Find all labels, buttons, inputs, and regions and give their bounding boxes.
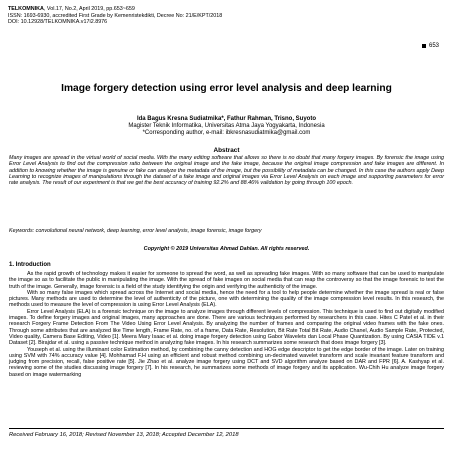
page-number-block (422, 43, 439, 49)
page-number: 653 (428, 43, 439, 49)
keywords: Keywords: convolutional neural network, deep learning, error level analysis, image forensic, image forgery (9, 228, 262, 234)
paper-title: Image forgery detection using error level analysis and deep learning (61, 83, 392, 94)
abstract-heading: Abstract (213, 147, 240, 154)
journal-citation-line (8, 6, 222, 13)
received-dates: Received February 16, 2018; Revised November 13, 2018; Accepted December 12, 2018 (9, 432, 239, 438)
copyright-notice: Copyright © 2019 Universitas Ahmad Dahlan. All rights reserved. (143, 246, 310, 252)
author-email: *Corresponding author, e-mail: ibkresnasudiatmika@gmail.com (142, 130, 311, 136)
footer-divider (9, 428, 444, 429)
author-affiliation: Magister Teknik Informatika, Universitas Atma Jaya Yogyakarta, Indonesia (128, 123, 325, 129)
journal-name: TELKOMNIKA (8, 6, 44, 12)
abstract-text: Many images are spread in the virtual world of social media. With the many editing software that allows so there is no doubt that many forgery images. By forensic the image using Error Level Analysis to find out the compression ratio between the original image and the fake image, because the original image compression and fake images are different. In addition to knowing whether the image is genuine or fake can analyze the metadata of the image, but the possibility of metadata can be changed. In this case the authors apply Deep Learning to recognize images of manipulations through the dataset of a fake image and original images via Error Level Analysis on each image and supporting parameters for error rate analysis. The result of our experiment is that we get the best accuracy of training 92.2% and 88.46% validation by going through 100 epoch. (9, 155, 444, 187)
author-block (30, 116, 423, 137)
square-bullet-icon (422, 44, 426, 48)
journal-citation: , Vol.17, No.2, April 2019, pp.653~659 (43, 6, 135, 12)
introduction-body (9, 271, 444, 378)
paragraph: With so many false images which spread across the Internet and social media, hence the need for a tool to help people determine whether the image spread is real or false pictures. Many methods are used to determine the level of authenticity of the picture, one with determining the quality of the image compression level results. In this research, the methods used to measure the level of compression is using Error Level Analysis (ELA). (9, 289, 444, 309)
section-heading-introduction: 1. Introduction (9, 262, 51, 268)
paragraph: As the rapid growth of technology makes it easier for someone to spread the word, as well as spreading fake images. With so many software that can be used to manipulate the image so as to facilitate the public in manipulating the image. With the spread of fake images on social media that can reap the controversy so that the image forensic to test the truth of the image. Generally, image forensic is a field of the study identifying the origin and verifying the authenticity of the image. (9, 271, 444, 290)
paragraph: Error Level Analysis (ELA) is a forensic technique on the image to analyze images through different levels of compression. This technique is used to find out digitally modified images. To define forgery images and original images, many approaches are done. There are various techniques performed by researchers in this case. Hites C Patel et al. in their research Forgery Frame Detection From The Video Using Error Level Analysis. By analyzing the number of frames and comparing the original video frames with the fake ones. Through some attributes that are analyzed like Time length, Frame Rate, no. of a frame, Data Rate, Resolution, Bit Rate Total Bit Rate, Audio Chanel, Audio Sample Rate, Protected, Video quality, Camera Base Editing, Video [1]. Meera Mary Isaac et al. doing image forgery detection using Gabor Wavelets dan Local Phase Quantization. By using CASIA TIDE v.1 Dataset [2]. Birajdar et al. using a passive technique method in analyzing fake images. In his research summarizes some research that does image forgery [3]. (9, 308, 444, 347)
journal-header (8, 6, 222, 26)
paragraph: Youseph et al. using the illuminant color Estimation method, by combining the canny detection and HOG edge descriptor to get the edge border of the image. Later on training using SVM with 74% accuracy value [4]. Mohhamad F.H using an efficient and robust method combining un-decimated wavelet transform and scale invariant feature transform and judging from precision, recall, false positive rate [5]. Jie Zhao et al. analyze image forgery using DCT and SVD algorithm analyze based on DAR and FPR [6]. A. Kashyap et al. reviewing some of the studies discussing image forgery [7]. In his research, he summarizes some methods of image forgery and its application. Wu-Chih Hu analyze image forgery based on image watermarking (9, 346, 444, 378)
author-names: Ida Bagus Kresna Sudiatmika*, Fathur Rahman, Trisno, Suyoto (136, 116, 317, 122)
journal-doi: DOI: 10.12928/TELKOMNIKA.v17i2.8976 (8, 19, 108, 26)
journal-issn: ISSN: 1693-6930, accredited First Grade by Kemenristekdikti, Decree No: 21/E/KPT/2018 (8, 12, 223, 19)
